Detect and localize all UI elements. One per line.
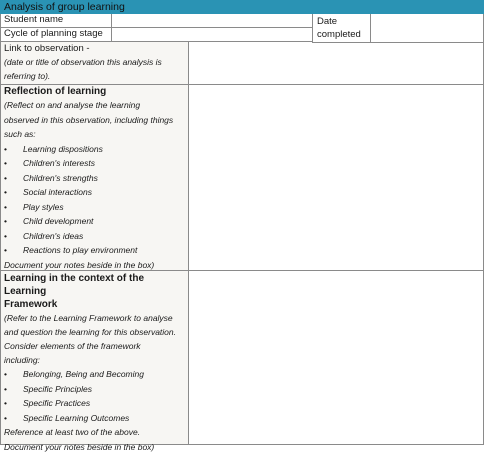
framework-intro: (Refer to the Learning Framework to analyse and question the learning for this observation. Consider elements of the framework including: (1, 311, 176, 367)
date-label-line-2: completed (316, 28, 370, 42)
reflection-title: Reflection of learning (1, 85, 188, 98)
bullet-icon: • (4, 156, 23, 171)
reflection-item: • Children's interests (1, 156, 188, 171)
bullet-icon: • (4, 185, 23, 200)
reflection-item: • Play styles (1, 200, 188, 215)
student-name-field[interactable] (111, 14, 313, 28)
framework-item: • Belonging, Being and Becoming (1, 367, 188, 382)
link-observation-label (0, 42, 189, 85)
framework-footer-line-1: Reference at least two of the above. (1, 425, 188, 440)
bullet-icon: • (4, 382, 23, 397)
bullet-icon: • (4, 142, 23, 157)
bullet-icon: • (4, 243, 23, 258)
bullet-icon: • (4, 367, 23, 382)
reflection-item: • Reactions to play environment (1, 243, 188, 258)
link-observation-note: (date or title of observation this analysis is referring to). (1, 55, 184, 83)
reflection-item: • Children's ideas (1, 229, 188, 244)
reflection-item: • Social interactions (1, 185, 188, 200)
reflection-label (0, 84, 189, 271)
date-completed-field[interactable] (370, 14, 484, 43)
cycle-planning-field[interactable] (111, 27, 313, 42)
bullet-icon: • (4, 171, 23, 186)
reflection-item: • Learning dispositions (1, 142, 188, 157)
bullet-icon: • (4, 396, 23, 411)
framework-label (0, 270, 189, 445)
link-observation-title: Link to observation - (1, 42, 188, 55)
reflection-intro: (Reflect on and analyse the learning observed in this observation, including things such as: (1, 98, 174, 142)
framework-notes-field[interactable] (188, 270, 484, 445)
bullet-icon: • (4, 214, 23, 229)
link-observation-field[interactable] (188, 42, 484, 85)
form-header: Analysis of group learning (0, 0, 484, 14)
reflection-footer: Document your notes beside in the box) (1, 258, 188, 273)
framework-title-line-2: Framework (1, 298, 188, 311)
date-label-line-1: Date (316, 14, 370, 28)
bullet-icon: • (4, 200, 23, 215)
cycle-planning-label (0, 27, 112, 42)
framework-footer-line-2: Document your notes beside in the box) (1, 440, 188, 454)
framework-title-line-1: Learning in the context of the Learning (1, 271, 188, 298)
framework-item: • Specific Practices (1, 396, 188, 411)
framework-item: • Specific Learning Outcomes (1, 411, 188, 426)
student-name-label (0, 14, 112, 28)
bullet-icon: • (4, 229, 23, 244)
cycle-planning-label-text: Cycle of planning stage (4, 28, 103, 39)
bullet-icon: • (4, 411, 23, 426)
reflection-notes-field[interactable] (188, 84, 484, 271)
reflection-item: • Children's strengths (1, 171, 188, 186)
reflection-item: • Child development (1, 214, 188, 229)
framework-item: • Specific Principles (1, 382, 188, 397)
date-completed-label (312, 14, 371, 43)
student-name-label-text: Student name (4, 14, 63, 25)
